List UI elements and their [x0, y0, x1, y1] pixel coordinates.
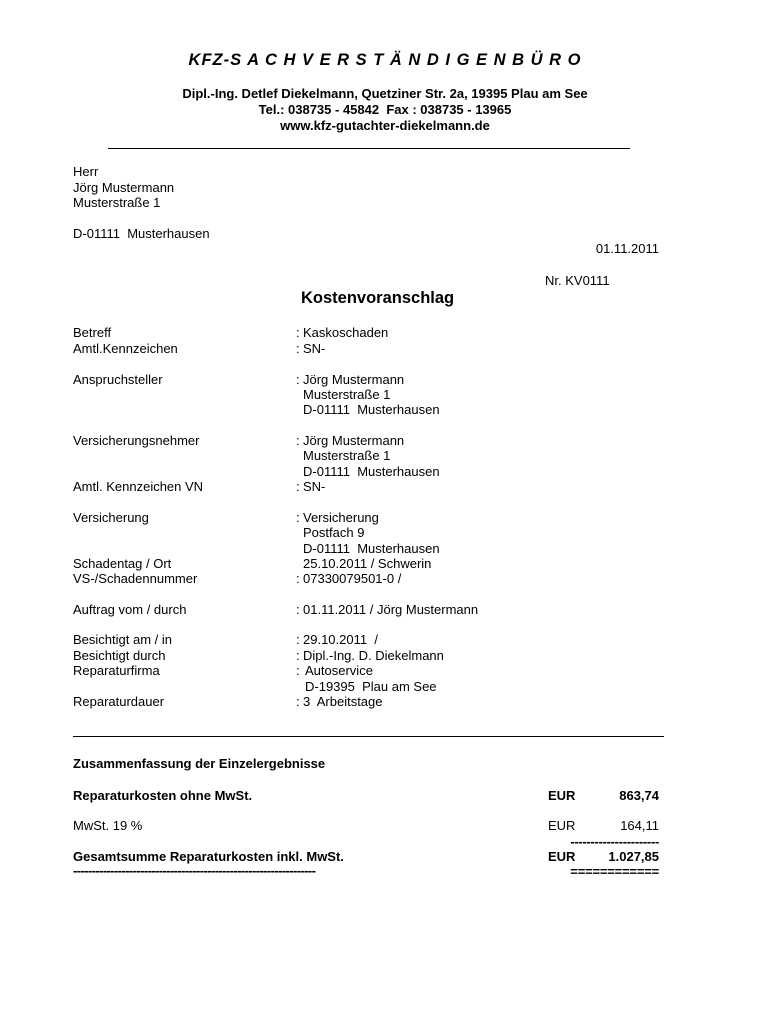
field-value-versicherung-name: Versicherung: [303, 510, 379, 525]
header-divider: [108, 148, 630, 149]
field-value-auftrag: 01.11.2011 / Jörg Mustermann: [303, 602, 479, 617]
field-label-auftrag: Auftrag vom / durch: [73, 602, 187, 617]
company-phone: Tel.: 038735 - 45842 Fax : 038735 - 13965: [258, 102, 512, 117]
field-value-versicherung-city: D-01111 Musterhausen: [303, 541, 440, 556]
field-label-versicherungsnehmer: Versicherungsnehmer: [73, 433, 200, 448]
summary-row-label: Reparaturkosten ohne MwSt.: [73, 788, 253, 803]
field-value-vs-schadennummer: 07330079501-0 /: [303, 571, 402, 586]
field-value-besichtigt-durch: Dipl.-Ing. D. Diekelmann: [303, 648, 444, 663]
field-label-kennzeichen-vn: Amtl. Kennzeichen VN: [73, 479, 204, 494]
left-dash-line: -----------------------------------------------------------------: [73, 863, 316, 878]
recipient-street: Musterstraße 1: [73, 195, 161, 210]
field-label-schadentag: Schadentag / Ort: [73, 556, 172, 571]
recipient-name: Jörg Mustermann: [73, 180, 175, 195]
recipient-city: D-01111 Musterhausen: [73, 226, 210, 241]
subtotal-dash-line: ----------------------: [570, 834, 659, 849]
field-value-vn-name: Jörg Mustermann: [303, 433, 405, 448]
field-value-betreff: Kaskoschaden: [303, 325, 389, 340]
recipient-salutation: Herr: [73, 164, 99, 179]
company-website: www.kfz-gutachter-diekelmann.de: [280, 118, 490, 133]
field-colon: :: [296, 632, 300, 647]
field-colon: :: [296, 663, 300, 678]
field-label-kennzeichen: Amtl.Kennzeichen: [73, 341, 178, 356]
field-value-versicherung-postfach: Postfach 9: [303, 525, 365, 540]
summary-row-currency: EUR: [548, 818, 576, 833]
field-label-besichtigt-am: Besichtigt am / in: [73, 632, 172, 647]
company-name: KFZ-S A C H V E R S T Ä N D I G E N B Ü R O: [188, 51, 582, 69]
company-address: Dipl.-Ing. Detlef Diekelmann, Quetziner Str. 2a, 19395 Plau am See: [182, 86, 588, 101]
summary-row-currency: EUR: [548, 849, 576, 864]
field-label-versicherung: Versicherung: [73, 510, 149, 525]
field-colon: :: [296, 694, 300, 709]
document-title: Kostenvoranschlag: [301, 289, 455, 307]
field-value-vn-street: Musterstraße 1: [303, 448, 391, 463]
field-value-schadentag: 25.10.2011 / Schwerin: [303, 556, 432, 571]
field-label-besichtigt-durch: Besichtigt durch: [73, 648, 166, 663]
document-number: Nr. KV0111: [545, 273, 610, 288]
field-colon: :: [296, 341, 300, 356]
summary-row-amount: 863,74: [619, 788, 659, 803]
field-label-reparaturfirma: Reparaturfirma: [73, 663, 160, 678]
field-value-reparaturfirma-name: Autoservice: [305, 663, 373, 678]
field-label-anspruchsteller: Anspruchsteller: [73, 372, 163, 387]
field-colon: :: [296, 510, 300, 525]
document-date: 01.11.2011: [595, 241, 659, 256]
field-value-anspruchsteller-name: Jörg Mustermann: [303, 372, 405, 387]
field-label-betreff: Betreff: [73, 325, 112, 340]
field-value-anspruchsteller-street: Musterstraße 1: [303, 387, 391, 402]
field-colon: :: [296, 325, 300, 340]
summary-row-amount: 164,11: [620, 818, 659, 833]
field-colon: :: [296, 571, 300, 586]
field-value-kennzeichen-vn: SN-: [303, 479, 326, 494]
field-colon: :: [296, 648, 300, 663]
summary-row-label: Gesamtsumme Reparaturkosten inkl. MwSt.: [73, 849, 344, 864]
summary-row-amount: 1.027,85: [608, 849, 659, 864]
field-value-kennzeichen: SN-: [303, 341, 326, 356]
field-colon: :: [296, 372, 300, 387]
summary-row-currency: EUR: [548, 788, 576, 803]
field-label-reparaturdauer: Reparaturdauer: [73, 694, 165, 709]
field-value-reparaturfirma-city: D-19395 Plau am See: [305, 679, 437, 694]
total-double-line: ============: [570, 864, 659, 879]
summary-row-label: MwSt. 19 %: [73, 818, 143, 833]
field-value-vn-city: D-01111 Musterhausen: [303, 464, 440, 479]
field-value-anspruchsteller-city: D-01111 Musterhausen: [303, 402, 440, 417]
field-colon: :: [296, 433, 300, 448]
summary-divider: [73, 736, 664, 737]
field-colon: :: [296, 602, 300, 617]
field-label-vs-schadennummer: VS-/Schadennummer: [73, 571, 198, 586]
field-colon: :: [296, 479, 300, 494]
field-value-besichtigt-am: 29.10.2011 /: [303, 632, 378, 647]
summary-heading: Zusammenfassung der Einzelergebnisse: [73, 756, 326, 771]
field-value-reparaturdauer: 3 Arbeitstage: [303, 694, 383, 709]
